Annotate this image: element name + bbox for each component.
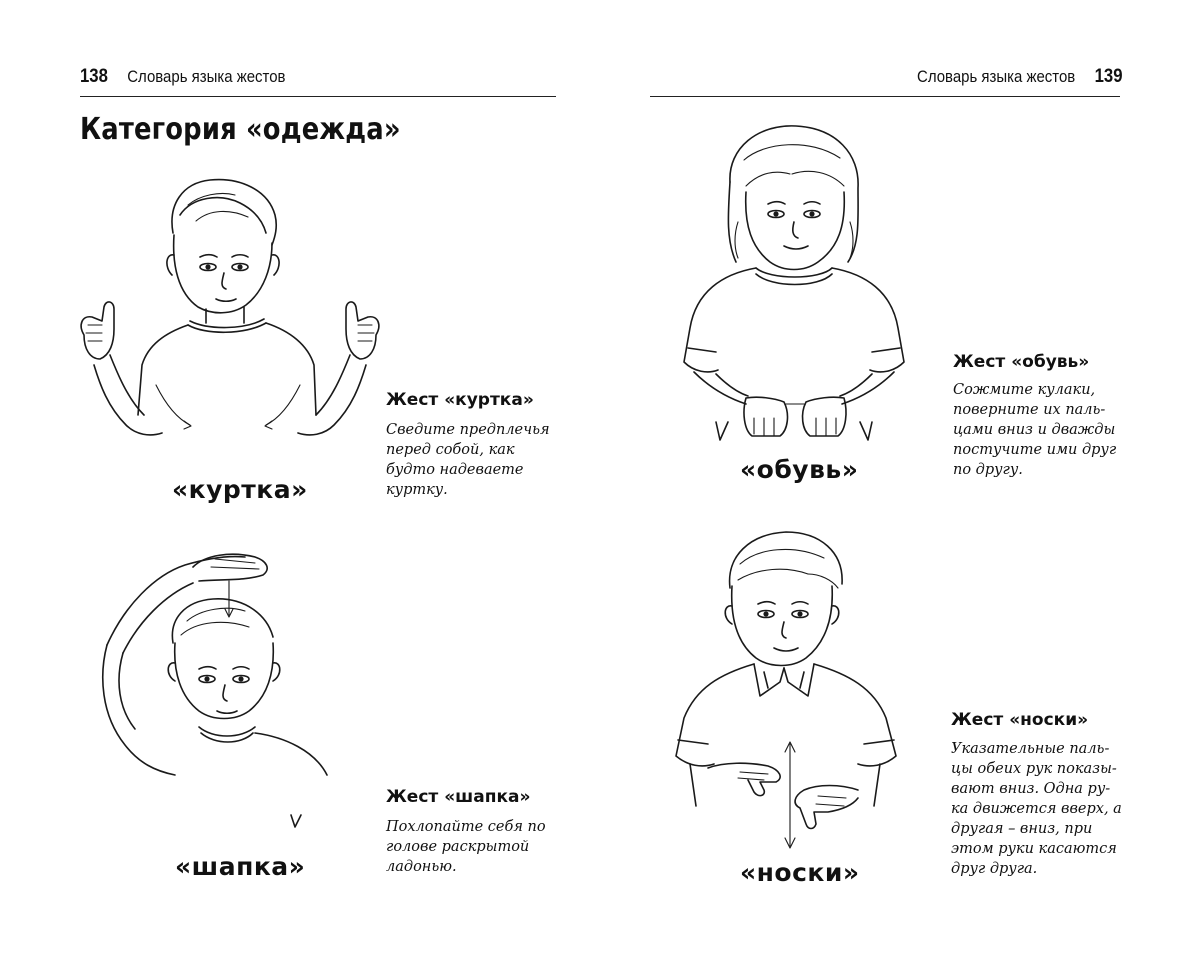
gesture-desc-shapka: [386, 817, 546, 877]
caption-kurtka: «куртка»: [172, 475, 308, 504]
gesture-title-obuv: Жест «обувь»: [953, 352, 1090, 372]
left-header-rule: [80, 96, 556, 97]
right-page-number: 139: [1094, 66, 1122, 87]
caption-obuv: «обувь»: [740, 455, 859, 484]
gesture-desc-noski: [951, 739, 1122, 879]
gesture-title-noski: Жест «носки»: [951, 710, 1089, 730]
caption-shapka: «шапка»: [175, 852, 306, 881]
desc-line: другая – вниз, при: [951, 821, 1093, 837]
desc-line: цами вниз и дважды: [953, 422, 1116, 438]
desc-line: Сожмите кулаки,: [953, 382, 1096, 398]
right-header-rule: [650, 96, 1120, 97]
desc-line: вают вниз. Одна ру-: [951, 781, 1111, 797]
desc-line: Указательные паль-: [951, 741, 1110, 757]
left-page-number: 138: [80, 66, 108, 87]
desc-line: Похлопайте себя по: [386, 819, 546, 835]
caption-noski: «носки»: [740, 858, 860, 887]
desc-line: друг друга.: [951, 861, 1038, 877]
desc-line: постучите ими друг: [953, 442, 1117, 458]
right-running-title: Словарь языка жестов: [916, 67, 1075, 86]
girl-shoes-sign-illustration: [680, 122, 910, 452]
child-hat-sign-illustration: [95, 545, 345, 845]
gesture-title-shapka: Жест «шапка»: [386, 787, 531, 807]
desc-line: Сведите предплечья: [386, 422, 550, 438]
desc-line: поверните их паль-: [953, 402, 1106, 418]
gesture-desc-kurtka: [386, 420, 550, 500]
desc-line: по другу.: [953, 462, 1023, 478]
gesture-title-kurtka: Жест «куртка»: [386, 390, 534, 410]
desc-line: этом руки касаются: [951, 841, 1117, 857]
desc-line: ка движется вверх, а: [951, 801, 1122, 817]
desc-line: ладонью.: [386, 859, 457, 875]
desc-line: перед собой, как: [386, 442, 515, 458]
right-running-head: [917, 66, 1122, 88]
left-running-title: Словарь языка жестов: [127, 67, 286, 86]
child-jacket-sign-illustration: [70, 175, 390, 465]
category-title: Категория «одежда»: [80, 112, 401, 147]
gesture-desc-obuv: [953, 380, 1116, 480]
left-running-head: [80, 66, 285, 88]
desc-line: куртку.: [386, 482, 448, 498]
desc-line: голове раскрытой: [386, 839, 530, 855]
desc-line: будто надеваете: [386, 462, 524, 478]
child-socks-sign-illustration: [668, 528, 913, 848]
desc-line: цы обеих рук показы-: [951, 761, 1117, 777]
